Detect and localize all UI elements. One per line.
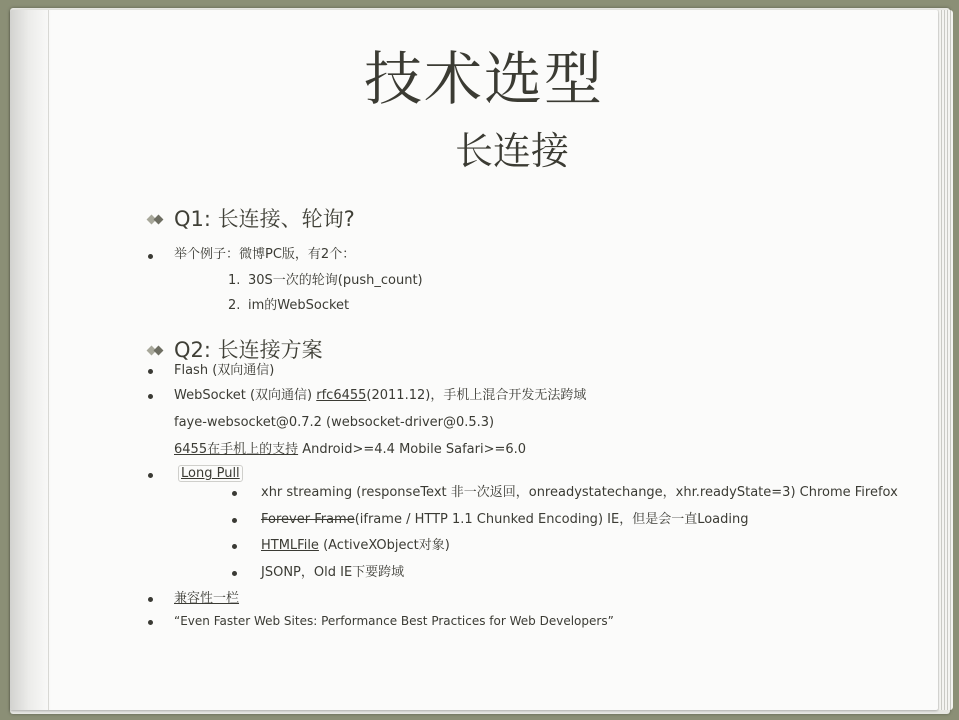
bullet-dot-icon bbox=[232, 544, 237, 549]
xhr-streaming-item: xhr streaming (responseText 非一次返回，onreadystatechange，xhr.readyState=3) Chrome Firefox bbox=[261, 485, 898, 500]
q1-heading-text: Q1: 长连接、轮询? bbox=[174, 207, 355, 231]
spine-divider bbox=[48, 10, 49, 710]
notebook-spine bbox=[10, 10, 52, 710]
compat-link[interactable]: 兼容性一栏 bbox=[174, 591, 240, 606]
bullet-dot-icon bbox=[148, 620, 153, 625]
bullet-dot-icon bbox=[232, 491, 237, 496]
mobile-support-item: 6455在手机上的支持 Android>=4.4 Mobile Safari>=6.0 bbox=[174, 442, 527, 457]
bullet-dot-icon bbox=[148, 254, 153, 259]
mobile-support-link[interactable]: 6455在手机上的支持 bbox=[174, 442, 299, 457]
slide-title: 技术选型 bbox=[363, 45, 604, 113]
forever-frame-item: Forever Frame(iframe / HTTP 1.1 Chunked Encoding) IE，但是会一直Loading bbox=[261, 512, 749, 527]
compat-item bbox=[174, 590, 239, 608]
q2-heading-text: Q2: 长连接方案 bbox=[174, 338, 323, 362]
long-pull-link[interactable]: Long Pull bbox=[178, 465, 243, 482]
book-reference: “Even Faster Web Sites: Performance Best Practices for Web Developers” bbox=[174, 614, 614, 628]
q2-heading bbox=[148, 337, 323, 363]
htmlfile-item: HTMLFile (ActiveXObject对象) bbox=[261, 538, 450, 553]
diamond-bullet-icon bbox=[148, 214, 164, 224]
page-stack-edge bbox=[939, 10, 953, 710]
long-pull-item bbox=[178, 465, 243, 483]
q1-sub-item-2: 2. im的WebSocket bbox=[228, 298, 350, 313]
bullet-dot-icon bbox=[148, 597, 153, 602]
flash-item: Flash (双向通信) bbox=[174, 363, 275, 378]
faye-version-text: faye-websocket@0.7.2 (websocket-driver@0.5.3) bbox=[174, 415, 495, 430]
q1-sub-item-1: 1. 30S一次的轮询(push_count) bbox=[228, 273, 423, 288]
websocket-item: WebSocket (双向通信) rfc6455(2011.12)，手机上混合开发无法跨域 bbox=[174, 388, 587, 403]
rfc6455-link[interactable]: rfc6455 bbox=[316, 388, 367, 403]
bullet-dot-icon bbox=[232, 518, 237, 523]
bullet-dot-icon bbox=[232, 571, 237, 576]
bullet-dot-icon bbox=[148, 394, 153, 399]
jsonp-item: JSONP，Old IE下要跨域 bbox=[261, 565, 405, 580]
diamond-bullet-icon bbox=[148, 345, 164, 355]
htmlfile-link[interactable]: HTMLFile bbox=[261, 538, 319, 553]
q1-example: 举个例子：微博PC版，有2个： bbox=[174, 247, 356, 262]
bullet-dot-icon bbox=[148, 369, 153, 374]
bullet-dot-icon bbox=[148, 473, 153, 478]
q1-heading bbox=[148, 206, 355, 232]
forever-frame-link[interactable]: Forever Frame bbox=[261, 512, 355, 527]
slide-page bbox=[10, 10, 938, 710]
slide-subtitle: 长连接 bbox=[454, 129, 569, 173]
